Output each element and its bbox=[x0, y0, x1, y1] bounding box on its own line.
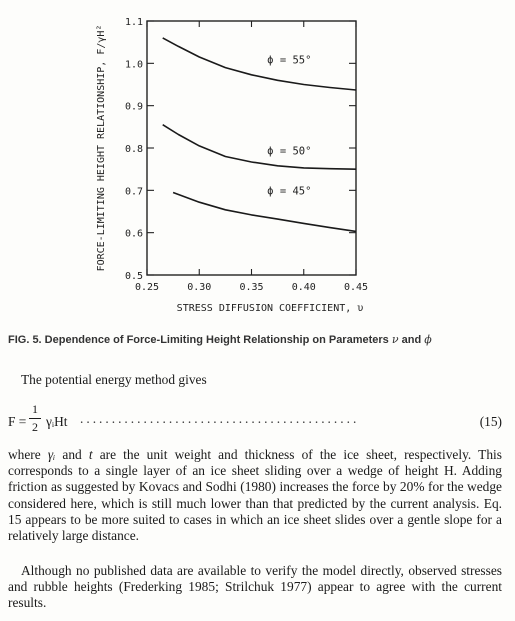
x-axis-title: STRESS DIFFUSION COEFFICIENT, υ bbox=[176, 303, 364, 314]
where-word: where bbox=[8, 447, 41, 462]
x-tick-label: 0.45 bbox=[343, 282, 369, 293]
caption-and: and bbox=[401, 334, 422, 346]
x-tick-label: 0.25 bbox=[134, 282, 160, 293]
equation-lhs: F = bbox=[8, 414, 27, 429]
and-word: and bbox=[62, 447, 82, 462]
fraction-bar bbox=[29, 418, 41, 419]
series-line-2 bbox=[163, 125, 356, 170]
series-label-3: ϕ = 45° bbox=[267, 185, 312, 198]
equation-fraction bbox=[29, 402, 41, 435]
x-tick-label: 0.30 bbox=[187, 282, 212, 293]
fraction-numerator: 1 bbox=[32, 402, 38, 416]
equation-leader-dots: ............................................ bbox=[80, 411, 360, 426]
caption-text: FIG. 5. Dependence of Force-Limiting Height Relationship on Parameters bbox=[8, 334, 389, 346]
figure-caption bbox=[8, 333, 508, 346]
caption-phi: ϕ bbox=[424, 333, 432, 346]
x-tick-label: 0.40 bbox=[291, 282, 316, 293]
series-label-1: ϕ = 55° bbox=[267, 54, 312, 67]
y-tick-label: 0.6 bbox=[124, 228, 143, 240]
equation-rhs: γᵢHt bbox=[46, 414, 68, 429]
paragraph-where bbox=[8, 447, 502, 544]
equation-number: (15) bbox=[479, 414, 502, 429]
fraction-denominator: 2 bbox=[32, 420, 38, 434]
symbol-t: t bbox=[88, 447, 93, 462]
series-line-1 bbox=[163, 38, 356, 90]
y-tick-label: 1.1 bbox=[124, 17, 143, 28]
equation-15 bbox=[8, 402, 502, 442]
x-tick-label: 0.35 bbox=[239, 282, 264, 293]
y-axis-title: FORCE-LIMITING HEIGHT RELATIONSHIP, F/γH² bbox=[96, 24, 107, 272]
series-label-2: ϕ = 50° bbox=[267, 145, 312, 158]
y-tick-label: 0.8 bbox=[124, 144, 143, 155]
paragraph-verification: Although no published data are available to verify the model directly, observed stresses and rubble heights (Frederking 1985; Strilchuk 1977) appear to agree with the current results. bbox=[8, 563, 502, 611]
y-tick-label: 1.0 bbox=[124, 59, 143, 71]
where-body: are the unit weight and thickness of the ice sheet, respectively. This corresponds to a single layer of an ice sheet sliding over a wedge of height H. Adding friction as suggested by Kovacs and Sodhi (1980) increases the force by 20% for the wedge considered here, which is still much lower than that predicted by the current analysis. Eq. 15 appears to be more suited to cases in which an ice sheet slides over a gentle slope for a relatively large distance. bbox=[8, 447, 502, 544]
intro-sentence: The potential energy method gives bbox=[21, 372, 207, 387]
y-tick-label: 0.5 bbox=[124, 271, 143, 282]
y-tick-label: 0.7 bbox=[124, 186, 143, 198]
plot-area bbox=[125, 17, 368, 293]
y-tick-label: 0.9 bbox=[124, 101, 143, 113]
series-line-3 bbox=[173, 193, 356, 232]
caption-nu: ν bbox=[391, 333, 399, 346]
symbol-gamma-i: γᵢ bbox=[47, 447, 56, 462]
plot-frame bbox=[147, 21, 356, 275]
